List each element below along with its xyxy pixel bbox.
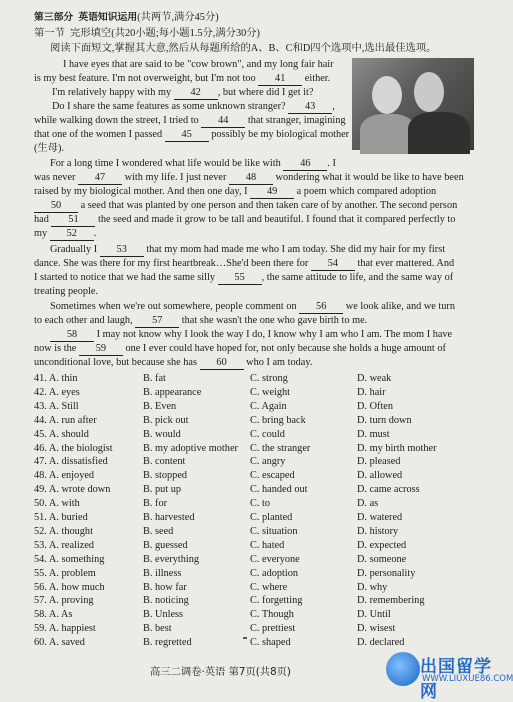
passage-text: that she wasn't the one who gave birth to me. xyxy=(179,315,368,326)
passage-line xyxy=(34,72,330,86)
section-title: 英语知识运用 xyxy=(78,12,138,23)
passage-text: is my best feature. I'm not overweight, but I'm not too xyxy=(34,73,259,84)
option-d[interactable]: D. expected xyxy=(357,539,407,551)
option-c[interactable]: C. situation xyxy=(250,525,298,537)
passage-text: my xyxy=(34,228,50,239)
option-d[interactable]: D. someone xyxy=(357,553,407,565)
section-label: 第三部分 xyxy=(34,12,74,23)
option-c[interactable]: C. to xyxy=(250,498,271,510)
option-a[interactable]: 52. A. thought xyxy=(34,525,93,537)
passage-text: Sometimes when we're out somewhere, people comment on xyxy=(50,301,300,312)
passage-text: For a long time I wondered what life would be like with xyxy=(50,158,284,169)
passage-text: that my mom had made me who I am today. She did my hair for my first xyxy=(143,244,446,255)
answer-blank[interactable]: 47 xyxy=(78,171,122,185)
passage-text: one I ever could have hoped for, not only because she holds a huge amount of xyxy=(122,343,446,354)
passage-line xyxy=(34,213,455,227)
option-a[interactable]: 48. A. enjoyed xyxy=(34,470,95,482)
answer-blank[interactable]: 45 xyxy=(165,128,209,142)
passage-text: I'm relatively happy with my xyxy=(52,87,174,98)
passage-text: (生母). xyxy=(34,143,65,154)
passage-text: that stranger, imagining xyxy=(245,115,346,126)
passage-text: to each other and laugh, xyxy=(34,315,136,326)
passage-line xyxy=(52,86,313,100)
answer-blank[interactable]: 51 xyxy=(51,213,95,227)
answer-blank[interactable]: 52 xyxy=(50,227,94,241)
option-d[interactable]: D. watered xyxy=(357,512,403,523)
passage-text: . xyxy=(93,228,97,239)
passage-text: unconditional love, but because she has xyxy=(34,357,200,368)
option-c[interactable]: C. shaped xyxy=(250,637,291,649)
option-c[interactable]: C. angry xyxy=(250,456,286,468)
option-b[interactable]: B. illness xyxy=(143,567,182,579)
option-d[interactable]: D. history xyxy=(357,525,399,537)
passage-text: I may not know why I look the way I do, I know why I am who I am. The mom I have xyxy=(94,329,453,340)
option-b[interactable]: B. would xyxy=(143,428,181,440)
option-a[interactable]: 55. A. problem xyxy=(34,567,96,579)
passage-line xyxy=(34,185,436,199)
option-c[interactable]: C. hated xyxy=(250,539,285,551)
option-a[interactable]: 59. A. happiest xyxy=(34,623,96,635)
passage-line xyxy=(34,128,349,142)
passage-text: we look alike, and we turn xyxy=(343,301,456,312)
passage-text: , xyxy=(332,101,335,112)
option-d[interactable]: D. as xyxy=(357,498,379,510)
option-d[interactable]: D. personality xyxy=(357,567,416,579)
instructions: 阅读下面短文,掌握其大意,然后从每题所给的A、B、C和D四个选项中,选出最佳选项。 xyxy=(50,43,437,54)
answer-blank[interactable]: 56 xyxy=(299,300,343,314)
option-b[interactable]: B. regretted xyxy=(143,637,192,649)
passage-text: while walking down the street, I tried to xyxy=(34,115,202,126)
option-a[interactable]: 60. A. saved xyxy=(34,637,85,649)
answer-blank[interactable]: 48 xyxy=(229,171,273,185)
option-a[interactable]: 46. A. the biologist xyxy=(34,442,113,454)
option-b[interactable]: B. best xyxy=(143,623,172,635)
passage-line xyxy=(34,199,457,213)
option-c[interactable]: C. prettiest xyxy=(250,623,296,635)
passage-text: Do I share the same features as some unknown stranger? xyxy=(52,101,289,112)
option-a[interactable]: 44. A. run after xyxy=(34,414,97,426)
option-c[interactable]: C. adoption xyxy=(250,567,299,579)
option-b[interactable]: B. noticing xyxy=(143,595,189,607)
passage-text: , but where did I get it? xyxy=(217,87,314,98)
passage-line xyxy=(50,157,336,171)
passage-text: a poem which compared adoption xyxy=(294,186,437,197)
option-a[interactable]: 41. A. thin xyxy=(34,373,78,384)
option-b[interactable]: B. put up xyxy=(143,484,182,496)
passage-text: I started to notice that we had the same silly xyxy=(34,272,218,283)
option-b[interactable]: B. my adoptive mother xyxy=(143,442,238,454)
passage-text: that one of the women I passed xyxy=(34,129,165,140)
page-footer: 高三二调卷·英语 第7页(共8页) xyxy=(150,666,291,678)
option-a[interactable]: 53. A. realized xyxy=(34,539,95,551)
option-c[interactable]: C. strong xyxy=(250,373,288,384)
option-a[interactable]: 42. A. eyes xyxy=(34,386,80,398)
option-d[interactable]: D. wisest xyxy=(357,623,396,635)
option-b[interactable]: B. content xyxy=(143,456,186,468)
option-d[interactable]: D. Often xyxy=(357,400,394,412)
option-b[interactable]: B. seed xyxy=(143,525,174,537)
passage-text: that ever mattered. And xyxy=(354,258,455,269)
passage-text: now is the xyxy=(34,343,79,354)
passage-line xyxy=(34,314,367,328)
answer-blank[interactable]: 59 xyxy=(79,342,123,356)
option-b[interactable]: B. fat xyxy=(143,373,166,384)
option-c[interactable]: C. Though xyxy=(250,609,294,621)
passage-line xyxy=(50,300,455,314)
option-c[interactable]: C. where xyxy=(250,581,288,593)
section-note: (共两节,满分45分) xyxy=(137,12,219,23)
answer-blank[interactable]: 54 xyxy=(311,257,355,271)
passage-line xyxy=(52,100,335,114)
passage-text: treating people. xyxy=(34,286,99,297)
passage-text: raised by my biological mother. And then one day, I xyxy=(34,186,251,197)
option-c[interactable]: C. Again xyxy=(250,400,287,412)
option-d[interactable]: D. must xyxy=(357,428,390,440)
option-c[interactable]: C. weight xyxy=(250,386,291,398)
answer-blank[interactable]: 58 xyxy=(50,328,94,342)
option-c[interactable]: C. could xyxy=(250,428,285,440)
option-c[interactable]: C. planted xyxy=(250,512,293,523)
answer-blank[interactable]: 55 xyxy=(218,271,262,285)
passage-text: a seed that was planted by one person and then taken care of by another. The second person xyxy=(78,200,458,211)
answer-blank[interactable]: 53 xyxy=(100,243,144,257)
passage-text: dance. She was there for my first heartbreak…She'd been there for xyxy=(34,258,311,269)
passage-line xyxy=(34,356,312,370)
option-d[interactable]: D. my birth mother xyxy=(357,442,437,454)
answer-blank[interactable]: 49 xyxy=(250,185,294,199)
passage-text: who I am today. xyxy=(243,357,313,368)
option-d[interactable]: D. remembering xyxy=(357,595,425,607)
watermark-brand: 出国留学网 xyxy=(420,657,492,702)
answer-blank[interactable]: 44 xyxy=(201,114,245,128)
passage-text: had xyxy=(34,214,52,225)
option-b[interactable]: B. pick out xyxy=(143,414,189,426)
option-a[interactable]: 54. A. something xyxy=(34,553,105,565)
option-b[interactable]: B. harvested xyxy=(143,512,195,523)
answer-blank[interactable]: 50 xyxy=(34,199,78,213)
passage-text: Gradually I xyxy=(50,244,100,255)
passage-line xyxy=(34,342,446,356)
passage-text: . I xyxy=(327,158,336,169)
passage-line xyxy=(34,285,98,298)
option-d[interactable]: D. hair xyxy=(357,386,386,398)
option-d[interactable]: D. Until xyxy=(357,609,391,621)
passage-text: was never xyxy=(34,172,79,183)
option-a[interactable]: 50. A. with xyxy=(34,498,80,510)
answer-blank[interactable]: 46 xyxy=(283,157,327,171)
passage-text: , the same attitude to life, and the same way of xyxy=(261,272,454,283)
option-a[interactable]: 49. A. wrote down xyxy=(34,484,111,496)
option-a[interactable]: 56. A. how much xyxy=(34,581,105,593)
option-b[interactable]: B. appearance xyxy=(143,386,202,398)
passage-text: possibly be my biological mother xyxy=(208,129,350,140)
option-c[interactable]: C. everyone xyxy=(250,553,300,565)
passage-line xyxy=(34,257,454,271)
option-a[interactable]: 43. A. Still xyxy=(34,400,79,412)
section-header xyxy=(34,8,219,23)
option-c[interactable]: C. the stranger xyxy=(250,442,311,454)
option-a[interactable]: 51. A. buried xyxy=(34,512,88,523)
passage-text: with my life. I just never xyxy=(122,172,229,183)
mark xyxy=(243,637,247,639)
passage-line xyxy=(34,227,96,241)
subsection-label: 第一节 xyxy=(34,28,65,39)
option-a[interactable]: 58. A. As xyxy=(34,609,73,621)
option-d[interactable]: D. weak xyxy=(357,373,392,384)
option-d[interactable]: D. why xyxy=(357,581,388,593)
option-b[interactable]: B. Unless xyxy=(143,609,184,621)
mother-daughter-photo xyxy=(352,58,474,150)
option-a[interactable]: 57. A. proving xyxy=(34,595,94,607)
option-b[interactable]: B. for xyxy=(143,498,168,510)
option-b[interactable]: B. everything xyxy=(143,553,200,565)
passage-line xyxy=(50,328,452,342)
watermark xyxy=(386,650,513,702)
option-b[interactable]: B. stopped xyxy=(143,470,188,482)
passage-line xyxy=(63,58,334,71)
passage-text: I have eyes that are said to be "cow brown", and my long fair hair xyxy=(63,59,334,70)
option-b[interactable]: B. how far xyxy=(143,581,187,593)
option-c[interactable]: C. bring back xyxy=(250,414,306,426)
answer-blank[interactable]: 41 xyxy=(258,72,302,86)
subsection-title: 完形填空(共20小题;每小题1.5分,满分30分) xyxy=(70,28,260,39)
passage-line xyxy=(34,142,64,155)
answer-blank[interactable]: 57 xyxy=(135,314,179,328)
option-d[interactable]: D. declared xyxy=(357,637,405,649)
passage-line xyxy=(34,271,453,285)
option-c[interactable]: C. forgetting xyxy=(250,595,303,607)
option-b[interactable]: B. Even xyxy=(143,400,177,412)
option-d[interactable]: D. turn down xyxy=(357,414,412,426)
passage-text: either. xyxy=(302,73,331,84)
option-c[interactable]: C. handed out xyxy=(250,484,308,496)
answer-blank[interactable]: 42 xyxy=(174,86,218,100)
option-a[interactable]: 47. A. dissatisfied xyxy=(34,456,108,468)
watermark-url: WWW.LIUXUE86.COM xyxy=(422,674,513,684)
answer-blank[interactable]: 60 xyxy=(200,356,244,370)
option-a[interactable]: 45. A. should xyxy=(34,428,89,440)
answer-blank[interactable]: 43 xyxy=(288,100,332,114)
passage-text: the seed and made it grow to be tall and beautiful. I found that it compared perfectly to xyxy=(95,214,456,225)
passage-line xyxy=(34,171,464,185)
passage-line xyxy=(50,243,445,257)
option-d[interactable]: D. pleased xyxy=(357,456,401,468)
option-d[interactable]: D. allowed xyxy=(357,470,403,482)
passage-text: wondering what it would be like to have been xyxy=(272,172,464,183)
option-d[interactable]: D. came across xyxy=(357,484,420,496)
option-b[interactable]: B. guessed xyxy=(143,539,188,551)
subsection-header xyxy=(34,24,260,39)
passage-line xyxy=(34,114,346,128)
globe-logo-icon xyxy=(386,652,420,686)
option-c[interactable]: C. escaped xyxy=(250,470,295,482)
